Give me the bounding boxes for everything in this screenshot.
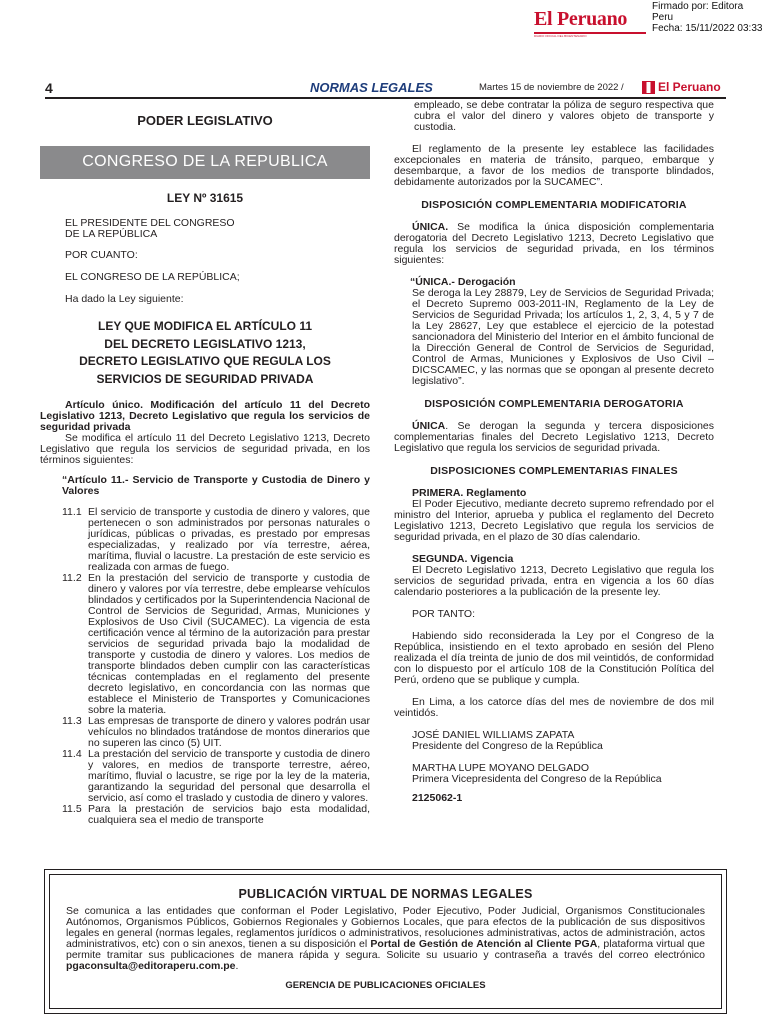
list-item xyxy=(62,749,370,804)
publication-title: PUBLICACIÓN VIRTUAL DE NORMAS LEGALES xyxy=(238,887,533,901)
signature-line-1: Firmado por: Editora xyxy=(652,1,744,12)
president-line-1: EL PRESIDENTE DEL CONGRESO xyxy=(65,217,235,229)
publication-notice-inner xyxy=(49,874,722,1009)
unica-derogatoria-text: . Se derogan la segunda y tercera disposiciones complementarias finales del Decreto Legislativo 1213, Decreto Legislativo que regula los servicios de seguridad privada. xyxy=(394,420,714,454)
publication-body-text: , plataforma virtual que permite tramitar sus publicaciones de manera rápida y segura. Solicite su usuario y contraseña a través del correo electrónico xyxy=(66,938,705,961)
law-title xyxy=(40,318,370,388)
unica-derogatoria-paragraph xyxy=(394,421,714,454)
congress-banner: CONGRESO DE LA REPUBLICA xyxy=(40,146,370,179)
unica-text: Se modifica la única disposición complementaria derogatoria del Decreto Legislativo 1213, Decreto Legislativo que regula los servicios de seguridad privada, en los términos siguientes: xyxy=(394,221,714,266)
pga-portal-name: Portal de Gestión de Atención al Cliente PGA xyxy=(370,938,598,950)
law-title-line: SERVICIOS DE SEGURIDAD PRIVADA xyxy=(96,371,314,386)
law-number: LEY Nº 31615 xyxy=(166,191,244,205)
item-text: La prestación del servicio de transporte y custodia de dinero y valores, en medios de transporte terrestre, aéreo, marítimo, fluvial o lacustre, se rige por la ley de la materia, garantizando la seguridad del personal que desarrolla el servicio, así como el traslado y custodia de dinero y valores. xyxy=(88,748,370,804)
publication-footer: GERENCIA DE PUBLICACIONES OFICIALES xyxy=(285,980,486,991)
document-code: 2125062-1 xyxy=(412,792,463,804)
signature-line-2: Peru xyxy=(652,12,674,23)
contact-email[interactable]: pgaconsulta@editoraperu.com.pe xyxy=(66,960,236,972)
logo-text: El Peruano xyxy=(534,8,628,30)
list-item xyxy=(62,716,370,749)
signature-line-3: Fecha: 15/11/2022 03:33 xyxy=(652,23,763,34)
publication-body-text: Se comunica a las entidades que conforman el Poder Legislativo, Poder Ejecutivo, Poder Judicial, Organismos Constitucionales Autónomos, Organismos Públicos, Gobiernos Regionales y Gobiernos Locales, que para efectos de la publicación de sus dispositivos legales en general (normas legales, reglamentos jurídicos o administrativos, resoluciones administrativas, actos de administración, actos administrativos, etc) con o sin anexos, tienen a su disposición el xyxy=(66,905,705,950)
article-heading: Artículo único. Modificación del artículo 11 del Decreto Legislativo 1213, Decreto Legislativo que regula los servicios de seguridad privada xyxy=(40,399,370,433)
unica-label: ÚNICA xyxy=(412,420,446,432)
article-11-heading: “Artículo 11.- Servicio de Transporte y Custodia de Dinero y Valores xyxy=(62,474,370,497)
signatory-1-title: Presidente del Congreso de la República xyxy=(412,740,603,752)
issue-date: Martes 15 de noviembre de 2022 / xyxy=(479,82,624,93)
page-header xyxy=(45,80,726,97)
page-number: 4 xyxy=(45,80,53,96)
list-item xyxy=(62,573,370,716)
item-text: Para la prestación de servicios bajo esta modalidad, cualquiera sea el medio de transporte xyxy=(88,803,370,826)
ha-dado: Ha dado la Ley siguiente: xyxy=(65,293,184,305)
section-heading: PODER LEGISLATIVO xyxy=(137,113,273,128)
peru-flag-icon xyxy=(642,81,655,94)
por-cuanto: POR CUANTO: xyxy=(65,249,138,261)
por-tanto: POR TANTO: xyxy=(412,608,476,620)
article-text: Se modifica el artículo 11 del Decreto Legislativo 1213, Decreto Legislativo que regula los servicios de seguridad privada, en los términos siguientes: xyxy=(40,432,370,466)
president-line-2: DE LA REPÚBLICA xyxy=(65,228,158,240)
derogatoria-heading: DISPOSICIÓN COMPLEMENTARIA DEROGATORIA xyxy=(424,398,684,410)
right-column xyxy=(394,100,714,804)
law-title-line: DEL DECRETO LEGISLATIVO 1213, xyxy=(104,336,306,351)
item-text: En la prestación del servicio de transporte y custodia de dinero y valores por vía terrestre, debe emplearse vehículos blindados y certificados por la Superintendencia Nacional de Control de Servicios de Seguridad, Armas, Municiones y Explosivos de Uso Civil (SUCAMEC). La vigencia de esta certificación vence al término de la autorización para prestar servicios de seguridad privada bajo la modalidad de transporte y custodia de dinero y valores. Los medios de transporte blindados deben cumplir con las características técnicas contempladas en el reglamento del presente decreto legislativo, en concordancia con las normas que establece el Ministerio de Transportes y Comunicaciones sobre la materia. xyxy=(88,572,370,716)
item-number: 11.2 xyxy=(62,572,82,584)
logo-tagline: DIARIO OFICIAL DEL BICENTENARIO xyxy=(534,34,587,38)
derogacion-text: Se deroga la Ley 28879, Ley de Servicios de Seguridad Privada; el Decreto Supremo 003-2011-IN, Reglamento de la Ley de Servicios de Seguridad Privada; los artículos 1, 2, 3, 4, 5 y 7 de la Ley 28627, Ley que establece el ejercicio de la potestad sancionadora del Ministerio del Interior en el ámbito funcional de la Dirección General de Control de Servicios de Seguridad, Control de Armas, Municiones y Explosivos de Uso Civil – DICSCAMEC, y las normas que se opongan al presente decreto legislativo”. xyxy=(412,287,714,387)
primera-heading: PRIMERA. Reglamento xyxy=(412,487,527,499)
item-number: 11.5 xyxy=(62,803,82,815)
continuation-text: empleado, se debe contratar la póliza de seguro respectiva que cubra el valor del dinero y valores objeto de transporte y custodia. xyxy=(414,99,714,133)
item-text: Las empresas de transporte de dinero y valores podrán usar vehículos no blindados tratándose de montos dinerarios que no superen las cinco (5) UIT. xyxy=(88,715,370,749)
publication-body xyxy=(66,906,705,972)
list-item xyxy=(62,804,370,826)
derogacion-heading: “ÚNICA.- Derogación xyxy=(410,276,516,288)
brand-name: El Peruano xyxy=(658,80,721,94)
law-title-line: DECRETO LEGISLATIVO QUE REGULA LOS xyxy=(79,354,331,368)
unica-paragraph xyxy=(394,222,714,266)
item-text: El servicio de transporte y custodia de dinero y valores, que pertenecen o son administrados por personas naturales o jurídicas, públicas o privadas, es prestado por empresas especializadas, y realizado por vía terrestre, aérea, marítima, fluvial o lacustre. La prestación de este servicio es realizada con armas de fuego. xyxy=(88,506,370,573)
lima-text: En Lima, a los catorce días del mes de noviembre de dos mil veintidós. xyxy=(394,696,714,719)
segunda-text: El Decreto Legislativo 1213, Decreto Legislativo que regula los servicios de seguridad privada, entra en vigencia a los 60 días calendario posteriores a la publicación de la presente ley. xyxy=(394,564,714,598)
item-number: 11.4 xyxy=(62,748,82,760)
item-number: 11.3 xyxy=(62,715,82,727)
congreso-line: EL CONGRESO DE LA REPÚBLICA; xyxy=(65,271,240,283)
signatory-2-name: MARTHA LUPE MOYANO DELGADO xyxy=(412,762,589,774)
reglamento-text: El reglamento de la presente ley establece las facilidades excepcionales en materia de tránsito, parqueo, embarque y desembarque, a favor de los medios de transporte blindados, debidamente autorizados por la SUCAMEC”. xyxy=(394,143,714,188)
publication-body-text: . xyxy=(235,960,239,972)
article-items xyxy=(40,507,370,826)
signatory-1-name: JOSÉ DANIEL WILLIAMS ZAPATA xyxy=(412,729,575,741)
habiendo-text: Habiendo sido reconsiderada la Ley por el Congreso de la República, insistiendo en el texto aprobado en sesión del Pleno realizada el día treinta de junio de dos mil veintidós, de conformidad con lo dispuesto por el artículo 108 de la Constitución Política del Perú, ordeno que se publique y cumpla. xyxy=(394,630,714,686)
list-item xyxy=(62,507,370,573)
finales-heading: DISPOSICIONES COMPLEMENTARIAS FINALES xyxy=(430,465,678,477)
signatory-2-title: Primera Vicepresidenta del Congreso de la República xyxy=(412,773,662,785)
law-title-line: LEY QUE MODIFICA EL ARTÍCULO 11 xyxy=(97,319,313,333)
el-peruano-logo xyxy=(534,8,646,38)
digital-signature xyxy=(652,1,762,34)
publication-notice xyxy=(44,869,727,1014)
segunda-heading: SEGUNDA. Vigencia xyxy=(412,553,514,565)
modificatoria-heading: DISPOSICIÓN COMPLEMENTARIA MODIFICATORIA xyxy=(421,199,687,211)
section-title: NORMAS LEGALES xyxy=(310,80,433,95)
left-column xyxy=(40,107,370,826)
primera-text: El Poder Ejecutivo, mediante decreto supremo refrendado por el ministro del Interior, aprueba y publica el reglamento del Decreto Legislativo 1213, Decreto Legislativo que regula los servicios de seguridad privada, en el plazo de 30 días calendario. xyxy=(394,498,714,543)
unica-label: ÚNICA. xyxy=(412,221,449,233)
item-number: 11.1 xyxy=(62,506,82,518)
